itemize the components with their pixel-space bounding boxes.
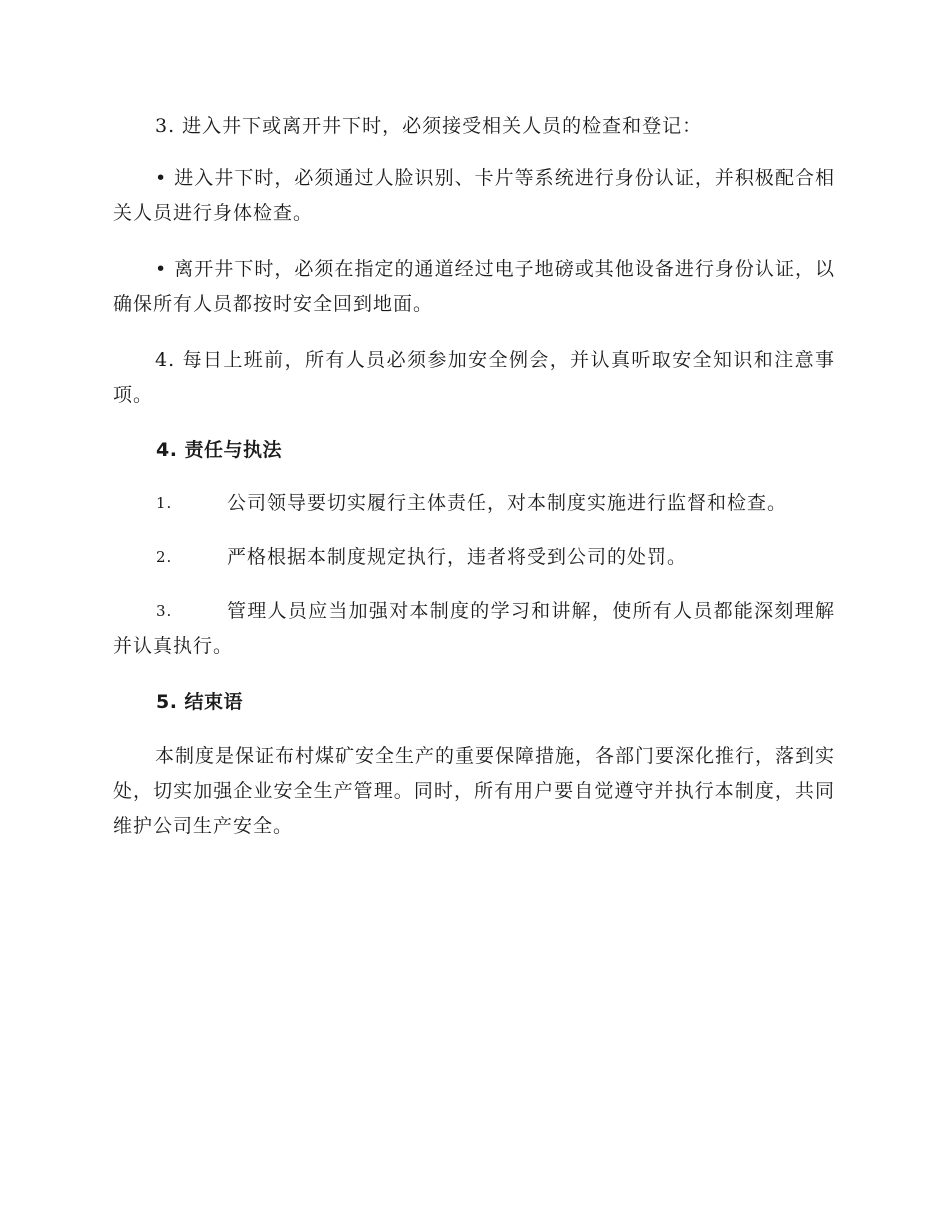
list-item [113, 540, 835, 575]
list-item-text: 严格根据本制度规定执行，违者将受到公司的处罚。 [227, 546, 688, 568]
section-heading-responsibility: 4. 责任与执法 [156, 439, 283, 461]
list-item-text: 公司领导要切实履行主体责任，对本制度实施进行监督和检查。 [227, 492, 788, 514]
list-item-number: 2. [156, 548, 173, 566]
paragraph-exit-auth: • 离开井下时，必须在指定的通道经过电子地磅或其他设备进行身份认证，以确保所有人员都按时安全回到地面。 [113, 258, 835, 315]
list-item-number: 3. [156, 602, 173, 620]
section-heading-conclusion: 5. 结束语 [156, 691, 244, 713]
paragraph-daily-meeting: 4. 每日上班前，所有人员必须参加安全例会，并认真听取安全知识和注意事项。 [113, 349, 835, 406]
paragraph-conclusion: 本制度是保证布村煤矿安全生产的重要保障措施，各部门要深化推行，落到实处，切实加强企业安全生产管理。同时，所有用户要自觉遵守并执行本制度，共同维护公司生产安全。 [113, 745, 836, 837]
list-item [113, 594, 835, 664]
paragraph-entry-auth: • 进入井下时，必须通过人脸识别、卡片等系统进行身份认证，并积极配合相关人员进行身体检查。 [113, 167, 835, 224]
list-item [113, 486, 835, 521]
paragraph-checkin-rule: 3. 进入井下或离开井下时，必须接受相关人员的检查和登记： [155, 115, 703, 137]
list-item-text: 管理人员应当加强对本制度的学习和讲解，使所有人员都能深刻理解并认真执行。 [113, 600, 835, 657]
list-item-number: 1. [156, 494, 173, 512]
